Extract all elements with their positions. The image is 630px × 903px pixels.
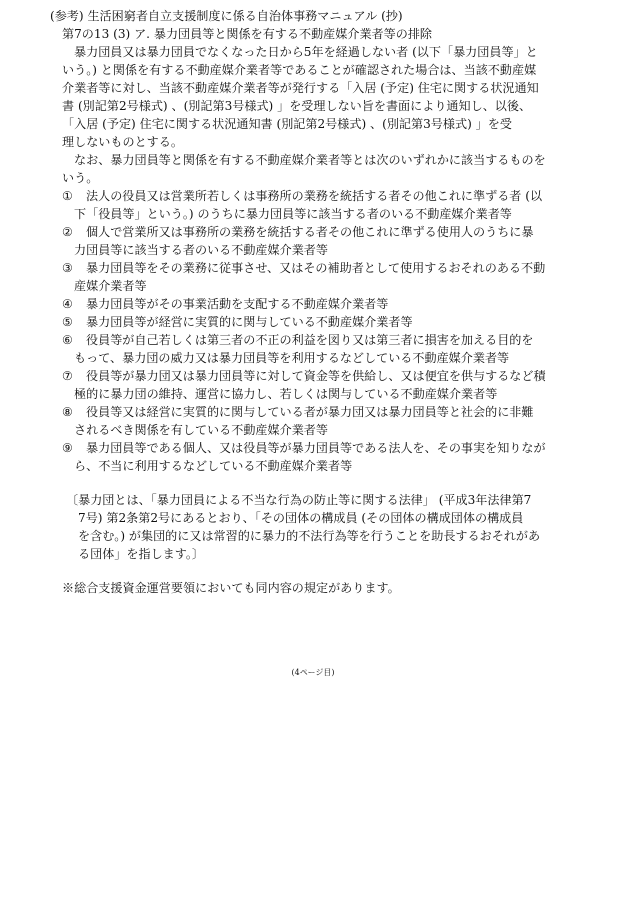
list-item-text: 下「役員等」という。) のうちに暴力団員等に該当する者のいる不動産媒介業者等	[74, 207, 512, 221]
list-item-text: 暴力団員等をその業務に従事させ、又はその補助者として使用するおそれのある不動	[86, 261, 546, 275]
intro-line: なお、暴力団員等と関係を有する不動産媒介業者等とは次のいずれかに該当するものを	[74, 153, 546, 167]
list-item-text: されるべき関係を有している不動産媒介業者等	[74, 423, 328, 437]
list-item-text: 極的に暴力団の維持、運営に協力し、若しくは関与している不動産媒介業者等	[74, 387, 498, 401]
definition-line: を含む。) が集団的に又は常習的に暴力的不法行為等を行うことを助長するおそれがあ	[78, 529, 541, 543]
intro-line: 理しないものとする。	[62, 135, 183, 149]
list-item-text: 法人の役員又は営業所若しくは事務所の業務を統括する者その他これに準ずる者 (以	[86, 189, 543, 203]
list-item-number: ⑤	[62, 315, 73, 329]
list-item-number: ⑥	[62, 333, 73, 347]
list-item-number: ①	[62, 189, 73, 203]
list-item-text: 暴力団員等である個人、又は役員等が暴力団員等である法人を、その事実を知りなが	[86, 441, 546, 455]
list-item-text: 役員等又は経営に実質的に関与している者が暴力団又は暴力団員等と社会的に非難	[86, 405, 534, 419]
list-item-text: 暴力団員等が経営に実質的に関与している不動産媒介業者等	[86, 315, 413, 329]
list-item-text: もって、暴力団の威力又は暴力団員等を利用するなどしている不動産媒介業者等	[74, 351, 510, 365]
note-text: ※総合支援資金運営要領においても同内容の規定があります。	[62, 581, 400, 595]
document-title: (参考) 生活困窮者自立支援制度に係る自治体事務マニュアル (抄)	[50, 9, 403, 23]
definition-line: 7号) 第2条第2号にあるとおり、「その団体の構成員 (その団体の構成団体の構成員	[78, 511, 524, 525]
intro-line: 介業者等に対し、当該不動産媒介業者等が発行する「入居 (予定) 住宅に関する状況通知	[62, 81, 539, 95]
section-heading: 第7の13 (3) ア. 暴力団員等と関係を有する不動産媒介業者等の排除	[62, 27, 433, 41]
list-item-text: 力団員等に該当する者のいる不動産媒介業者等	[74, 243, 328, 257]
list-item-text: 産媒介業者等	[74, 279, 147, 293]
list-item-number: ④	[62, 297, 73, 311]
list-item-number: ⑧	[62, 405, 73, 419]
list-item-number: ⑦	[62, 369, 73, 383]
list-item-text: 暴力団員等がその事業活動を支配する不動産媒介業者等	[86, 297, 389, 311]
intro-line: 書 (別記第2号様式) 、(別記第3号様式) 」を受理しない旨を書面により通知し、以後、	[62, 99, 532, 113]
list-item-text: 役員等が暴力団又は暴力団員等に対して資金等を供給し、又は便宜を供与するなど積	[86, 369, 546, 383]
intro-line: いう。) と関係を有する不動産媒介業者等であることが確認された場合は、当該不動産媒	[62, 63, 537, 77]
list-item-number: ⑨	[62, 441, 73, 455]
list-item-number: ③	[62, 261, 73, 275]
list-item-text: ら、不当に利用するなどしている不動産媒介業者等	[74, 459, 353, 473]
intro-line: 暴力団員又は暴力団員でなくなった日から5年を経過しない者 (以下「暴力団員等」と	[74, 45, 538, 59]
list-item-text: 個人で営業所又は事務所の業務を統括する者その他これに準ずる使用人のうちに暴	[86, 225, 534, 239]
intro-line: 「入居 (予定) 住宅に関する状況通知書 (別記第2号様式) 、(別記第3号様式) 」を受	[62, 117, 512, 131]
definition-line: る団体」を指します。〕	[78, 547, 205, 561]
definition-line: 〔暴力団とは、「暴力団員による不当な行為の防止等に関する法律」 (平成3年法律第7	[66, 493, 532, 507]
list-item-text: 役員等が自己若しくは第三者の不正の利益を図り又は第三者に損害を加える目的を	[86, 333, 534, 347]
page-number: (4ページ目)	[291, 668, 335, 677]
intro-line: いう。	[62, 171, 99, 185]
list-item-number: ②	[62, 225, 73, 239]
